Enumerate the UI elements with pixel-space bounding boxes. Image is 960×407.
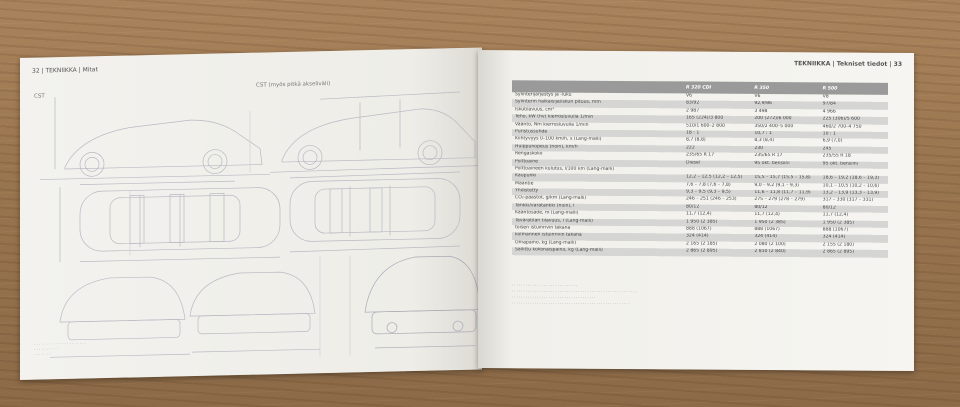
spec-value: 6,9 (7,0) bbox=[822, 138, 843, 144]
spec-value: 324 (414) bbox=[751, 234, 819, 242]
spec-value: 9,3 – 9,5 (9,3 – 9,5) bbox=[683, 190, 751, 198]
spec-value: 275 – 279 (278 – 279) bbox=[754, 197, 805, 203]
spec-value: 165 (224)/3 800 bbox=[683, 116, 751, 124]
spec-label: Tankki/varatankki (noin), l bbox=[512, 203, 683, 212]
spec-value: V6 bbox=[686, 93, 693, 99]
spec-value: 222 bbox=[683, 145, 751, 153]
spec-value: 10,7 : 1 bbox=[751, 131, 819, 139]
spec-label: kolmannen istuinrivin takana bbox=[512, 233, 683, 242]
spec-label: Teho, kW (hv) kierrosluvulla 1/min bbox=[512, 114, 683, 123]
spec-value: 235/65 R 17 bbox=[686, 152, 715, 158]
spec-label: Sallittu kokonaispaino, kg (Lang-malli) bbox=[512, 247, 683, 256]
spec-value: 15,5 – 15,7 (15,5 – 15,8) bbox=[751, 175, 819, 183]
spec-label: Sylinterin halkaisija/iskun pituus, mm bbox=[512, 100, 683, 109]
spec-value: 12,2 – 12,5 (12,2 – 12,5) bbox=[683, 175, 751, 183]
spec-value: 7,6 – 7,8 (7,6 – 7,8) bbox=[686, 182, 731, 188]
spec-value: 1 950 (2 385) bbox=[751, 220, 819, 228]
left-page bbox=[20, 48, 482, 380]
left-page-header: 32 | TEKNIIKKA | Mitat bbox=[32, 66, 98, 75]
spec-label: Maantie bbox=[515, 180, 534, 187]
right-page bbox=[478, 50, 914, 371]
spec-value: 246 – 251 (246 – 253) bbox=[686, 196, 737, 203]
spec-value: 460/2 700–4 750 bbox=[822, 123, 862, 130]
spec-value: 2 987 bbox=[686, 108, 700, 114]
spec-value: 317 – 330 (317 – 331) bbox=[822, 197, 874, 204]
spec-value: 97/84 bbox=[820, 102, 888, 110]
spec-value: 324 (414) bbox=[820, 235, 888, 243]
seat-view-icon bbox=[130, 188, 382, 244]
spec-label: Polttoaine bbox=[512, 159, 683, 168]
spec-label: Yhdistetty bbox=[512, 188, 683, 197]
spec-value: 235/55 R 18 bbox=[822, 153, 851, 159]
spec-value: 11,7 (12,4) bbox=[822, 212, 849, 218]
spec-value: 350/2 400–5 000 bbox=[754, 123, 794, 129]
spec-value: 9,0 – 9,2 (9,1 – 9,3) bbox=[754, 182, 800, 188]
spec-value: 13,2 – 13,9 (13,3 – 13,9) bbox=[820, 190, 888, 198]
right-page-footnotes: · · · · · · · · · · · · · · · · · · · · · · · · · · · · · · · · · · · · · · · · · · · · · · · · · · · · · · · · · · · · · · · · · · · · · · · · · · · · · · · · · · · · · · · · · · · · · · · · · · · · · · · · · · · · · · · · · · · · · · · · · · · · · · · · · · · · · · · · · · · · · · · · · · · · · · · · · · · · · · · · · · · · · · · · · · · · · bbox=[512, 283, 637, 307]
spec-value: 888 (1067) bbox=[822, 227, 849, 233]
spec-value: V8 bbox=[822, 94, 829, 100]
spec-value: 8,7 (8,8) bbox=[686, 137, 706, 143]
spec-value: Diesel bbox=[683, 160, 751, 168]
spec-value: 18 : 1 bbox=[683, 130, 751, 138]
spec-value: 3 498 bbox=[754, 108, 768, 114]
spec-label: Rengaskoko bbox=[515, 151, 543, 157]
spec-value: 92,9/86 bbox=[751, 101, 819, 109]
spec-value: 18,6 – 19,2 (18,6 – 19,3) bbox=[820, 176, 888, 184]
spec-value: 11,7 (12,4) bbox=[754, 212, 780, 218]
top-view-car-long-icon bbox=[290, 178, 460, 252]
spec-label: Omapaino, kg (Lang-malli) bbox=[515, 240, 577, 246]
spec-label: Tavaratilan tilavuus, l (Lang-malli) bbox=[512, 218, 683, 227]
spec-label: Kiihtyvyys 0–100 km/h, s (Lang-malli) bbox=[515, 136, 602, 143]
spec-value: 510/1 600–2 800 bbox=[686, 123, 725, 129]
spec-label: Huippunopeus (noin), km/h bbox=[512, 144, 683, 153]
spec-value: 11,6 – 11,8 (11,7 – 11,9) bbox=[751, 190, 819, 198]
side-view-car-long-icon bbox=[270, 92, 478, 179]
spec-value: 11,7 (12,4) bbox=[686, 211, 712, 217]
spec-label: Kääntösäde, m (Lang-malli) bbox=[515, 210, 579, 216]
specs-table-body bbox=[512, 92, 888, 257]
spec-value: V6 bbox=[754, 93, 761, 99]
spec-value: 2 165 (2 185) bbox=[686, 241, 718, 247]
spec-label: toisen istuinrivin takana bbox=[515, 225, 571, 231]
spec-value: 324 (414) bbox=[683, 234, 751, 242]
spec-label: Polttoaineen kulutus, l/100 km (Lang-malli) bbox=[515, 166, 614, 172]
right-page-header: TEKNIIKKA | Tekniset tiedot | 33 bbox=[794, 60, 902, 68]
spec-label: Vääntö, Nm kierrosluvulla 1/min bbox=[515, 121, 589, 128]
specs-col-3: R 500 bbox=[820, 82, 888, 94]
spec-value: 10 : 1 bbox=[820, 131, 888, 139]
specs-col-2: R 350 bbox=[751, 82, 819, 94]
left-page-footnote: · · · · · · · · · · · · · · · · · · · · · · · · · · · · · · · · · · · · · · bbox=[34, 340, 87, 357]
spec-value: 1 950 (2 385) bbox=[820, 220, 888, 228]
spec-value: 95 okt. bensiini bbox=[820, 161, 888, 169]
spec-value: 8,3 (8,4) bbox=[754, 138, 774, 144]
left-page-subtitle: CST (myös pitkä akseliväli) bbox=[256, 80, 331, 89]
spec-value: 235/65 R 17 bbox=[754, 153, 783, 159]
dimension-drawings bbox=[20, 48, 482, 380]
spec-value: 2 865 (2 895) bbox=[683, 249, 751, 257]
spec-value: 2 155 (2 180) bbox=[822, 242, 855, 248]
spec-value: 230 bbox=[751, 146, 819, 154]
spec-value: 1 950 (2 385) bbox=[683, 219, 751, 227]
spec-value: 888 (1067) bbox=[686, 226, 712, 232]
spec-value: 80/12 bbox=[751, 205, 819, 213]
table-row bbox=[512, 247, 888, 257]
spec-value: 95 okt. bensiini bbox=[751, 160, 819, 168]
specs-col-1: R 320 CDI bbox=[683, 81, 751, 93]
spec-value: 4 966 bbox=[822, 109, 836, 115]
left-page-label: CST bbox=[34, 93, 45, 100]
spec-label: Puristussuhde bbox=[512, 129, 683, 138]
spec-value: 200 (272)/6 000 bbox=[751, 116, 819, 124]
spec-value: 888 (1067) bbox=[754, 226, 780, 233]
specs-table bbox=[512, 80, 888, 257]
spec-value: 225 (306)/5 600 bbox=[820, 117, 888, 125]
spec-label: CO₂-päästöt, g/km (Lang-malli) bbox=[515, 195, 587, 202]
spec-value: 83/92 bbox=[683, 101, 751, 109]
spec-value: 2 865 (2 895) bbox=[820, 250, 888, 258]
spec-label: Iskutilavuus, cm³ bbox=[515, 107, 555, 113]
front-view-car-long-icon bbox=[365, 256, 480, 349]
spec-value: 245 bbox=[820, 146, 888, 154]
spec-value: 2 810 (2 840) bbox=[751, 249, 819, 257]
spec-label: Kaupunki bbox=[512, 174, 683, 183]
side-view-car-icon bbox=[40, 92, 270, 185]
spec-label: Sylinterijärjestys ja -luku bbox=[515, 92, 572, 98]
spec-value: 80/12 bbox=[683, 204, 751, 212]
spec-value: 10,1 – 10,5 (10,2 – 10,6) bbox=[822, 183, 880, 189]
spec-value: 2 080 (2 100) bbox=[754, 241, 786, 247]
spec-value: 80/12 bbox=[820, 205, 888, 213]
